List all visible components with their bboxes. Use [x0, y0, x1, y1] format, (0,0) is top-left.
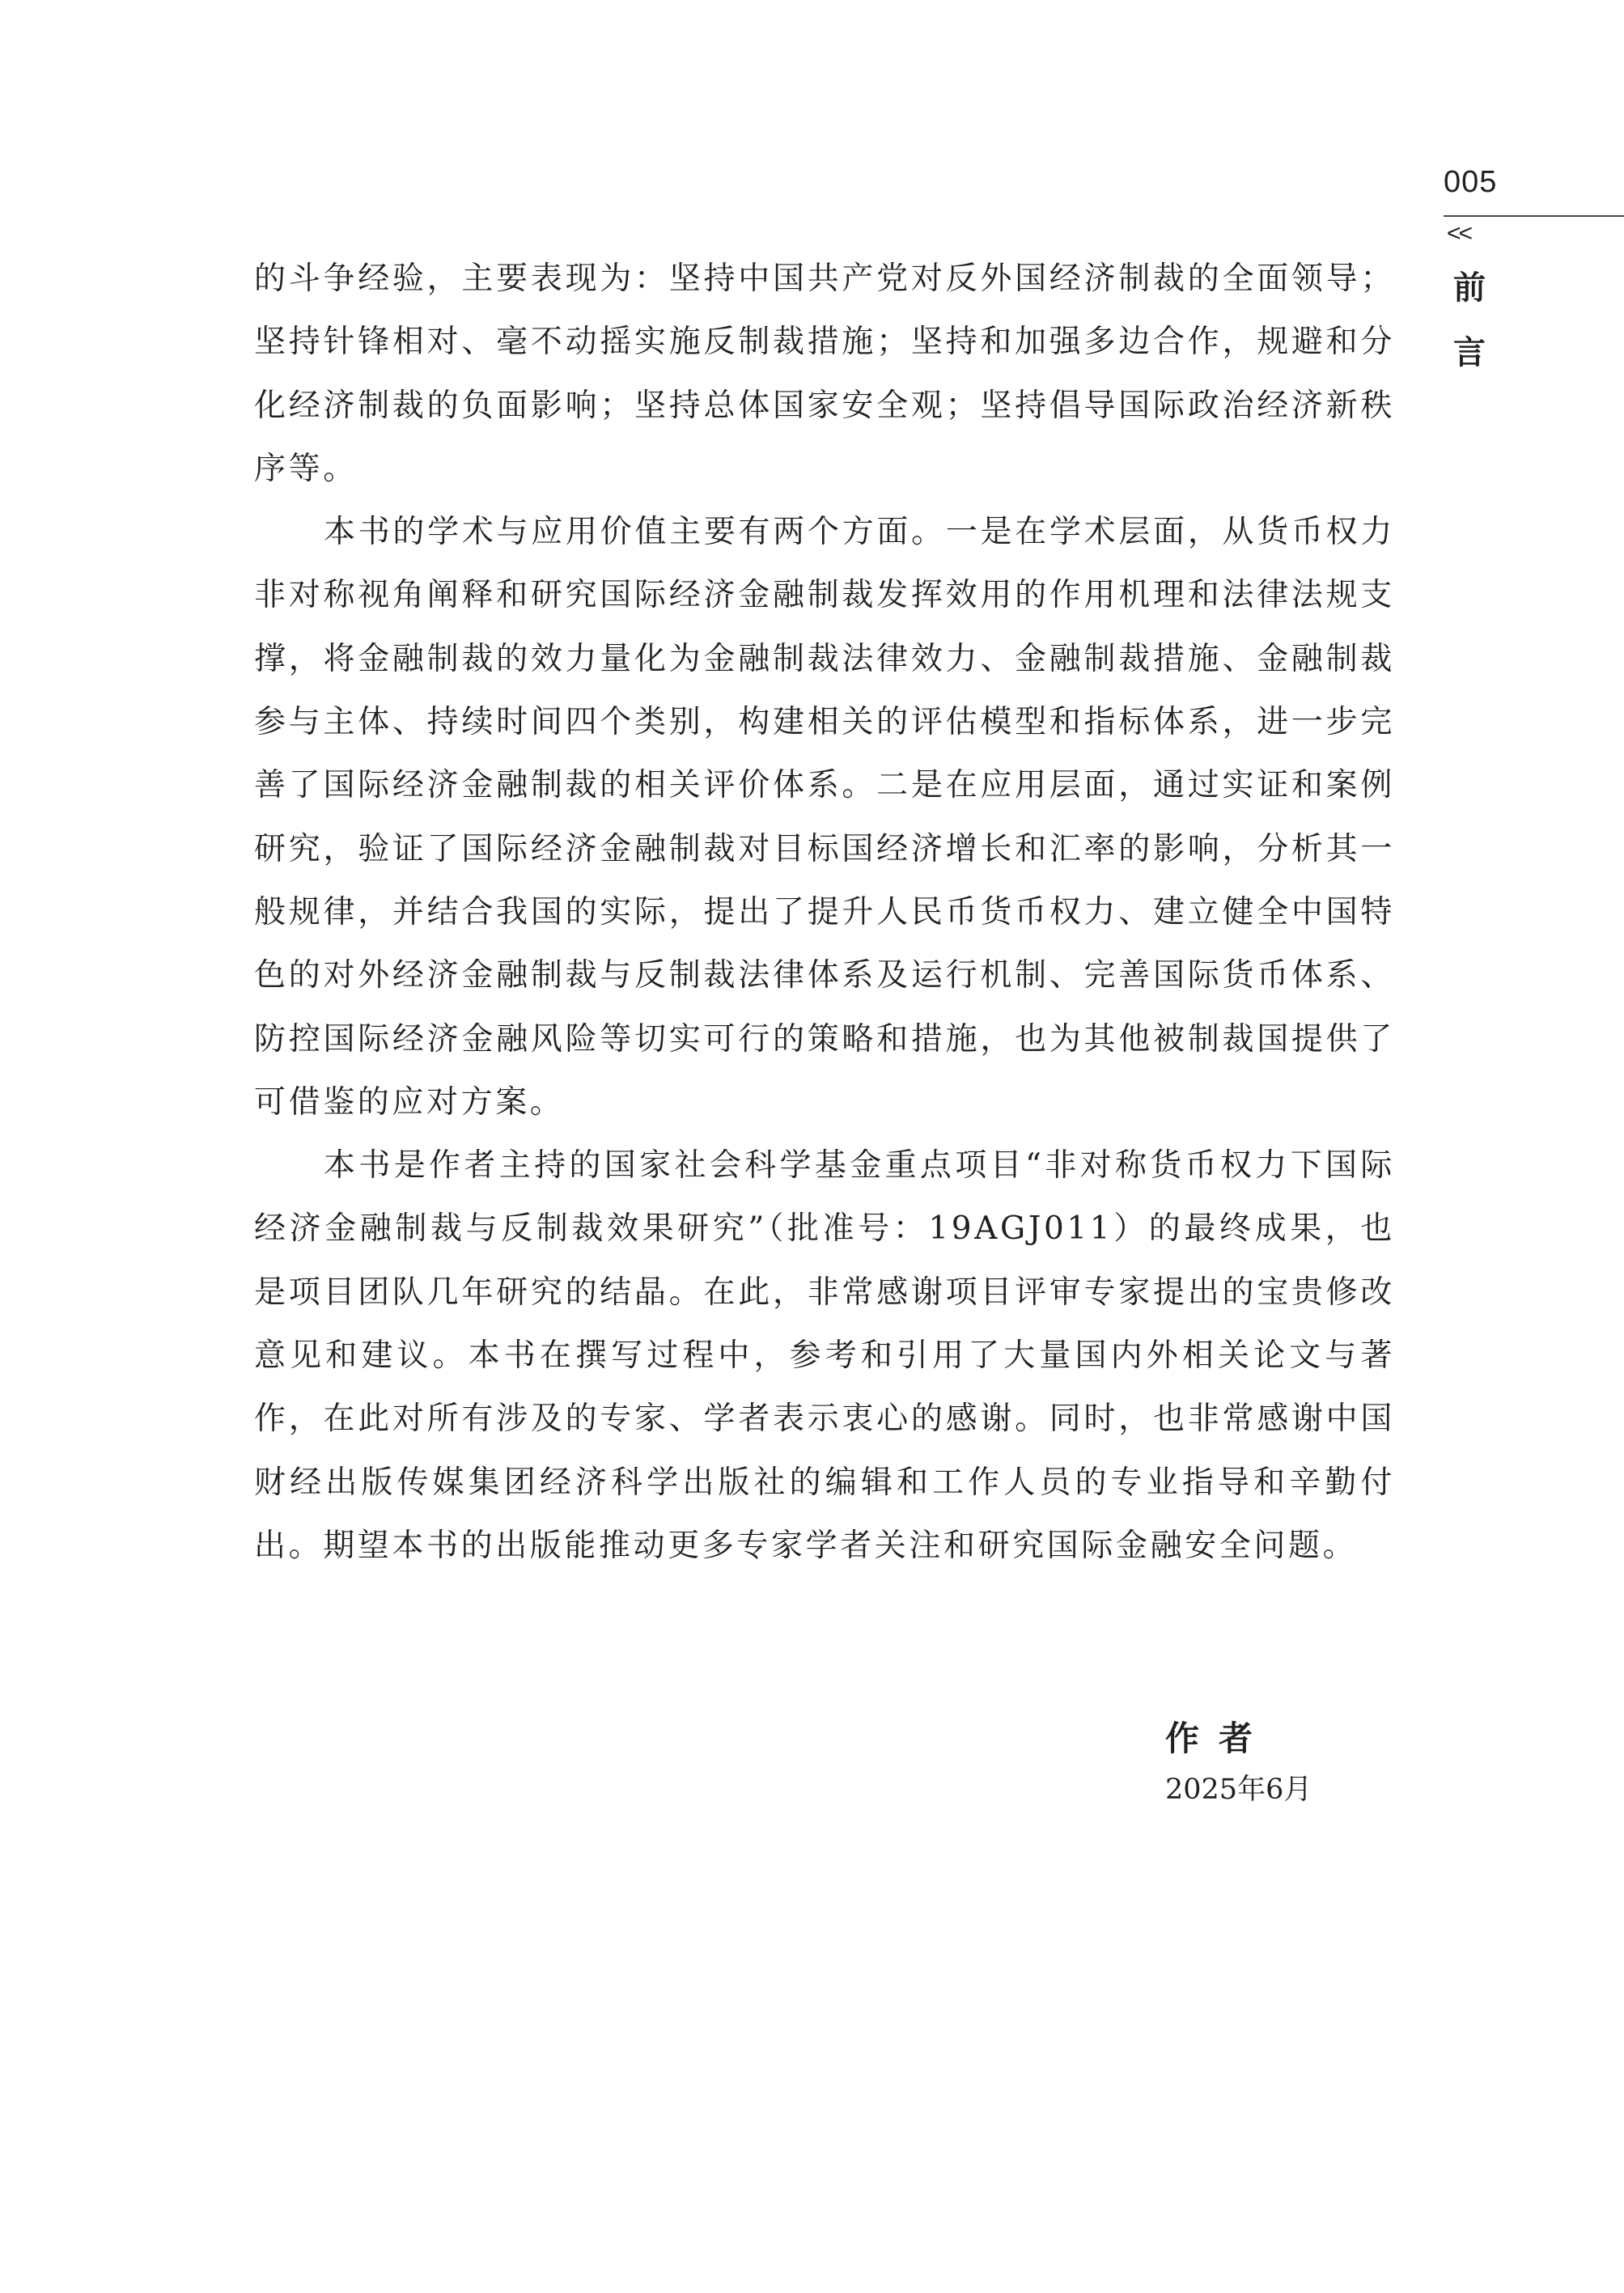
page-number: 005 — [1444, 165, 1498, 199]
header-divider — [1444, 215, 1624, 217]
section-label-char: 前 — [1453, 269, 1486, 307]
preface-body — [254, 248, 1395, 1578]
section-label-preface — [1453, 256, 1494, 385]
double-chevron-left-icon: << — [1447, 220, 1471, 247]
author-signature: 作者 — [1165, 1719, 1273, 1758]
signature-date: 2025年6月 — [1165, 1774, 1312, 1806]
paragraph: 本书的学术与应用价值主要有两个方面。一是在学术层面，从货币权力非对称视角阐释和研究国际经济金融制裁发挥效用的作用机理和法律法规支撑，将金融制裁的效力量化为金融制裁法律效力、金融制裁措施、金融制裁参与主体、持续时间四个类别，构建相关的评估模型和指标体系，进一步完善了国际经济金融制裁的相关评价体系。二是在应用层面，通过实证和案例研究，验证了国际经济金融制裁对目标国经济增长和汇率的影响，分析其一般规律，并结合我国的实际，提出了提升人民币货币权力、建立健全中国特色的对外经济金融制裁与反制裁法律体系及运行机制、完善国际货币体系、防控国际经济金融风险等切实可行的策略和措施，也为其他被制裁国提供了可借鉴的应对方案。 — [254, 514, 1395, 1121]
section-label-char: 言 — [1453, 334, 1486, 371]
paragraph: 本书是作者主持的国家社会科学基金重点项目“非对称货币权力下国际经济金融制裁与反制裁效果研究”（批准号：19AGJ011）的最终成果，也是项目团队几年研究的结晶。在此，非常感谢项目评审专家提出的宝贵修改意见和建议。本书在撰写过程中，参考和引用了大量国内外相关论文与著作，在此对所有涉及的专家、学者表示衷心的感谢。同时，也非常感谢中国财经出版传媒集团经济科学出版社的编辑和工作人员的专业指导和辛勤付出。期望本书的出版能推动更多专家学者关注和研究国际金融安全问题。 — [254, 1147, 1395, 1564]
paragraph-continued: 的斗争经验，主要表现为：坚持中国共产党对反外国经济制裁的全面领导；坚持针锋相对、毫不动摇实施反制裁措施；坚持和加强多边合作，规避和分化经济制裁的负面影响；坚持总体国家安全观；坚持倡导国际政治经济新秩序等。 — [254, 261, 1395, 487]
